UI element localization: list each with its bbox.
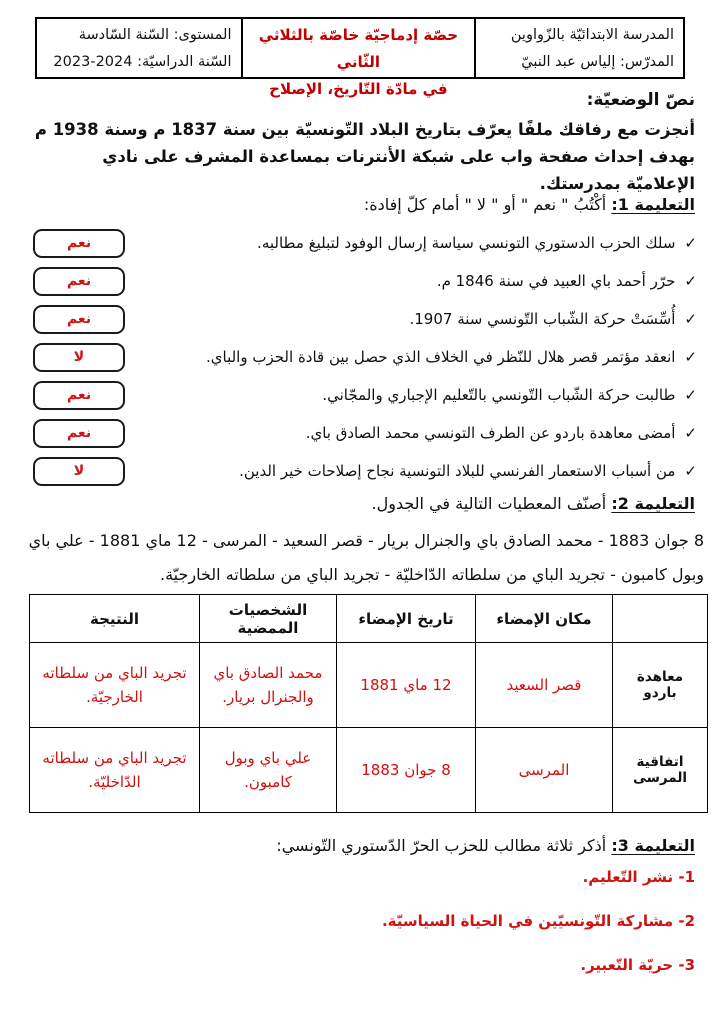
answer-box: لا bbox=[33, 457, 125, 486]
check-icon: ✓ bbox=[684, 424, 697, 442]
checklist-item bbox=[33, 414, 697, 452]
statement-text: سلك الحزب الدستوري التونسي سياسة إرسال الوفود لتبليغ مطالبه. bbox=[257, 234, 676, 252]
instruction3-answers bbox=[28, 866, 695, 998]
statement-text: طالبت حركة الشّباب التّونسي بالتّعليم الإجباري والمجّاني. bbox=[322, 386, 676, 404]
instruction1-line bbox=[28, 195, 695, 214]
cell-place: قصر السعيد bbox=[476, 643, 613, 728]
lesson-title-cell bbox=[241, 19, 477, 98]
answer-line: 1- نشر التّعليم. bbox=[582, 868, 695, 886]
statement-text: أمضى معاهدة باردو عن الطرف التونسي محمد الصادق باي. bbox=[305, 424, 676, 442]
answer-box: نعم bbox=[33, 229, 125, 258]
school-year: السّنة الدراسيّة: 2024-2023 bbox=[53, 54, 232, 70]
check-icon: ✓ bbox=[684, 310, 697, 328]
classification-table bbox=[29, 594, 708, 813]
answer-box: نعم bbox=[33, 419, 125, 448]
cell-result: تجريد الباي من سلطاته الدّاخليّة. bbox=[30, 728, 200, 813]
cell-date: 8 جوان 1883 bbox=[337, 728, 476, 813]
statement-text: من أسباب الاستعمار الفرنسي للبلاد التونسية نجاح إصلاحات خير الدين. bbox=[239, 462, 676, 480]
check-icon: ✓ bbox=[684, 234, 697, 252]
col-header-persons: الشخصيات الممضية bbox=[200, 595, 337, 643]
lesson-title-line2: في مادّة التّاريخ، الإصلاح bbox=[269, 80, 448, 98]
corner-cell bbox=[613, 595, 708, 643]
header-table bbox=[35, 17, 685, 98]
row-header-bardo: معاهدة باردو bbox=[613, 643, 708, 728]
instruction3-text: أذكر ثلاثة مطالب للحزب الحرّ الدّستوري التّونسي: bbox=[276, 836, 607, 855]
grade-level: المستوى: السّنة السّادسة bbox=[78, 27, 232, 43]
cell-result: تجريد الباي من سلطاته الخارجيّة. bbox=[30, 643, 200, 728]
instruction2-line bbox=[28, 494, 695, 513]
row-header-marsa: اتفاقية المرسى bbox=[613, 728, 708, 813]
statement-text: انعقد مؤتمر قصر هلال للنّظر في الخلاف الذي حصل بين قادة الحزب والباي. bbox=[206, 348, 676, 366]
statement-checklist bbox=[33, 224, 697, 490]
answer-line: 2- مشاركة التّونسيّين في الحياة السياسيّة. bbox=[381, 912, 695, 930]
checklist-item bbox=[33, 300, 697, 338]
checklist-item bbox=[33, 338, 697, 376]
checklist-item bbox=[33, 262, 697, 300]
instruction2-label: التعليمة 2: bbox=[611, 494, 695, 513]
check-icon: ✓ bbox=[684, 386, 697, 404]
col-header-place: مكان الإمضاء bbox=[476, 595, 613, 643]
answer-box: لا bbox=[33, 343, 125, 372]
answer-box: نعم bbox=[33, 267, 125, 296]
checklist-item bbox=[33, 376, 697, 414]
table-row bbox=[30, 728, 708, 813]
instruction3-label: التعليمة 3: bbox=[611, 836, 695, 855]
lesson-title-line1: حصّة إدماجيّة خاصّة بالثلاثي الثّاني bbox=[258, 26, 459, 71]
cell-persons: علي باي وبول كامبون. bbox=[200, 728, 337, 813]
classification-data-line: 8 جوان 1883 - محمد الصادق باي والجنرال بريار - قصر السعيد - المرسى - 12 ماي 1881 - علي باي وبول كامبون - تجريد الباي من سلطاته الدّاخليّة - تجريد الباي من سلطاته الخارجيّة. bbox=[28, 531, 704, 584]
check-icon: ✓ bbox=[684, 462, 697, 480]
answer-box: نعم bbox=[33, 305, 125, 334]
table-row bbox=[30, 643, 708, 728]
instruction1-text: أكْتُبُ " نعم " أو " لا " أمام كلّ إفادة: bbox=[363, 195, 607, 214]
statement-text: حرّر أحمد باي العبيد في سنة 1846 م. bbox=[436, 272, 676, 290]
check-icon: ✓ bbox=[684, 272, 697, 290]
table-header-row bbox=[30, 595, 708, 643]
instruction2-text: أصنّف المعطيات التالية في الجدول. bbox=[371, 494, 607, 513]
cell-date: 12 ماي 1881 bbox=[337, 643, 476, 728]
checklist-item bbox=[33, 224, 697, 262]
col-header-result: النتيجة bbox=[30, 595, 200, 643]
instruction1-label: التعليمة 1: bbox=[611, 195, 695, 214]
col-header-date: تاريخ الإمضاء bbox=[337, 595, 476, 643]
level-info-cell bbox=[37, 19, 240, 77]
answer-line: 3- حريّة التّعبير. bbox=[580, 956, 695, 974]
teacher-name: المدرّس: إلياس عبد النبيّ bbox=[521, 54, 674, 70]
statement-text: أُسِّسَتْ حركة الشّباب التّونسي سنة 1907. bbox=[409, 310, 676, 328]
cell-place: المرسى bbox=[476, 728, 613, 813]
instruction3-line bbox=[28, 836, 695, 855]
situation-heading: نصّ الوضعيّة: bbox=[586, 90, 695, 110]
school-info-cell bbox=[476, 19, 683, 77]
situation-text: أنجزت مع رفاقك ملفًا يعرّف بتاريخ البلاد التّونسيّة بين سنة 1837 م وسنة 1938 م بهدف إحداث صفحة واب على شبكة الأنترنات بمساعدة المشرف على نادي الإعلاميّة بمدرستك. bbox=[34, 120, 695, 193]
checklist-item bbox=[33, 452, 697, 490]
check-icon: ✓ bbox=[684, 348, 697, 366]
answer-box: نعم bbox=[33, 381, 125, 410]
school-name: المدرسة الابتدائيّة بالزّواوين bbox=[510, 27, 674, 43]
cell-persons: محمد الصادق باي والجنرال بريار. bbox=[200, 643, 337, 728]
